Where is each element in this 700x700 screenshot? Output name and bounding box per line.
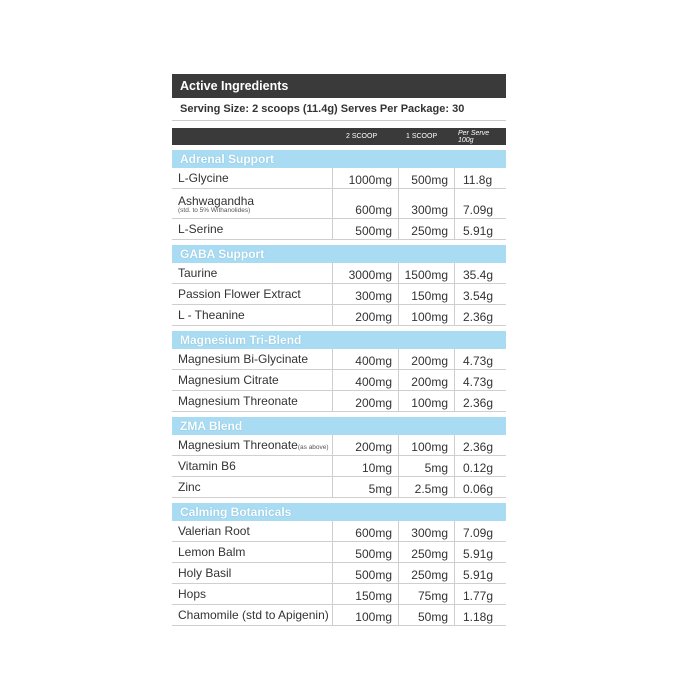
- ingredient-name-cell: [172, 521, 332, 541]
- amount-1-scoop: 300mg: [398, 521, 454, 541]
- ingredient-row: [172, 305, 506, 326]
- amount-2-scoop: 400mg: [332, 370, 398, 390]
- amount-2-scoop: 500mg: [332, 219, 398, 239]
- ingredient-row: [172, 477, 506, 498]
- section-header: ZMA Blend: [172, 417, 506, 435]
- amount-2-scoop: 600mg: [332, 521, 398, 541]
- amount-1-scoop: 100mg: [398, 391, 454, 411]
- ingredient-name: Zinc: [178, 480, 201, 494]
- amount-1-scoop: 500mg: [398, 168, 454, 188]
- amount-per-100g: 4.73g: [454, 370, 506, 390]
- amount-1-scoop: 200mg: [398, 370, 454, 390]
- ingredient-name: Magnesium Bi-Glycinate: [178, 352, 309, 366]
- ingredient-row: [172, 263, 506, 284]
- ingredient-name: Valerian Root: [178, 524, 250, 538]
- ingredient-name-cell: [172, 349, 332, 369]
- amount-per-100g: 1.18g: [454, 605, 506, 625]
- ingredient-name: Ashwagandha: [178, 193, 255, 208]
- ingredient-name: Magnesium Threonate: [178, 438, 298, 452]
- amount-2-scoop: 200mg: [332, 391, 398, 411]
- ingredient-row: [172, 168, 506, 189]
- ingredient-name-cell: [172, 168, 332, 188]
- amount-per-100g: 5.91g: [454, 563, 506, 583]
- column-header-2-scoop: 2 SCOOP: [346, 133, 378, 140]
- amount-1-scoop: 1500mg: [398, 263, 454, 283]
- ingredient-row: [172, 349, 506, 370]
- ingredient-name-cell: [172, 219, 332, 239]
- ingredient-name-cell: [172, 189, 332, 218]
- amount-1-scoop: 100mg: [398, 435, 454, 455]
- ingredient-name-cell: [172, 284, 332, 304]
- amount-per-100g: 1.77g: [454, 584, 506, 604]
- ingredient-name-cell: [172, 605, 332, 625]
- ingredient-note: (as above): [297, 444, 329, 451]
- ingredient-name: Hops: [178, 587, 207, 601]
- amount-2-scoop: 600mg: [332, 189, 398, 218]
- amount-1-scoop: 100mg: [398, 305, 454, 325]
- serving-info: Serving Size: 2 scoops (11.4g) Serves Per Package: 30: [172, 98, 506, 121]
- ingredient-row: [172, 521, 506, 542]
- amount-1-scoop: 200mg: [398, 349, 454, 369]
- amount-per-100g: 2.36g: [454, 435, 506, 455]
- ingredient-name-cell: [172, 563, 332, 583]
- ingredient-row: [172, 189, 506, 219]
- spacer: [172, 121, 506, 128]
- ingredient-row: [172, 391, 506, 412]
- ingredient-sections: [172, 150, 506, 626]
- ingredient-name: Lemon Balm: [178, 545, 246, 559]
- ingredient-name-wrap: [178, 438, 332, 452]
- column-header-1-scoop: 1 SCOOP: [406, 133, 438, 140]
- amount-per-100g: 5.91g: [454, 542, 506, 562]
- ingredient-row: [172, 605, 506, 626]
- ingredient-row: [172, 584, 506, 605]
- ingredient-name: L - Theanine: [178, 308, 245, 322]
- ingredient-name-cell: [172, 435, 332, 455]
- ingredient-row: [172, 542, 506, 563]
- ingredient-name-cell: [172, 305, 332, 325]
- amount-1-scoop: 300mg: [398, 189, 454, 218]
- amount-1-scoop: 150mg: [398, 284, 454, 304]
- ingredient-row: [172, 370, 506, 391]
- amount-2-scoop: 10mg: [332, 456, 398, 476]
- ingredient-row: [172, 219, 506, 240]
- ingredient-name: Chamomile (std to Apigenin): [178, 608, 329, 622]
- ingredient-name: Taurine: [178, 266, 218, 280]
- column-header-per-100g: Per Serve 100g: [458, 129, 490, 144]
- ingredient-name: L-Glycine: [178, 171, 229, 185]
- amount-per-100g: 0.12g: [454, 456, 506, 476]
- ingredient-row: [172, 563, 506, 584]
- amount-per-100g: 7.09g: [454, 521, 506, 541]
- amount-1-scoop: 5mg: [398, 456, 454, 476]
- section-header: Adrenal Support: [172, 150, 506, 168]
- amount-2-scoop: 100mg: [332, 605, 398, 625]
- column-header-row: [172, 128, 506, 145]
- ingredient-name: Magnesium Threonate: [178, 394, 298, 408]
- ingredient-name-cell: [172, 370, 332, 390]
- amount-per-100g: 3.54g: [454, 284, 506, 304]
- amount-1-scoop: 75mg: [398, 584, 454, 604]
- ingredient-name: Vitamin B6: [178, 459, 236, 473]
- amount-2-scoop: 200mg: [332, 305, 398, 325]
- ingredient-row: [172, 456, 506, 477]
- amount-1-scoop: 250mg: [398, 219, 454, 239]
- ingredient-name-cell: [172, 477, 332, 497]
- ingredient-subtext: (std. to 5% Withanolides): [178, 206, 251, 214]
- ingredient-name-cell: [172, 263, 332, 283]
- ingredient-row: [172, 284, 506, 305]
- ingredient-name: Magnesium Citrate: [178, 373, 279, 387]
- ingredient-name-cell: [172, 584, 332, 604]
- amount-per-100g: 11.8g: [454, 168, 506, 188]
- amount-per-100g: 5.91g: [454, 219, 506, 239]
- amount-per-100g: 35.4g: [454, 263, 506, 283]
- amount-1-scoop: 250mg: [398, 542, 454, 562]
- amount-per-100g: 0.06g: [454, 477, 506, 497]
- ingredient-name-cell: [172, 456, 332, 476]
- amount-per-100g: 7.09g: [454, 189, 506, 218]
- amount-1-scoop: 2.5mg: [398, 477, 454, 497]
- amount-per-100g: 2.36g: [454, 391, 506, 411]
- ingredient-name-cell: [172, 391, 332, 411]
- ingredient-name: L-Serine: [178, 222, 224, 236]
- ingredient-name-cell: [172, 542, 332, 562]
- amount-2-scoop: 400mg: [332, 349, 398, 369]
- amount-per-100g: 2.36g: [454, 305, 506, 325]
- ingredient-name: Holy Basil: [178, 566, 232, 580]
- amount-2-scoop: 500mg: [332, 542, 398, 562]
- amount-2-scoop: 200mg: [332, 435, 398, 455]
- panel-title: Active Ingredients: [172, 74, 506, 98]
- amount-2-scoop: 1000mg: [332, 168, 398, 188]
- amount-2-scoop: 3000mg: [332, 263, 398, 283]
- amount-2-scoop: 500mg: [332, 563, 398, 583]
- ingredients-panel: [172, 74, 506, 626]
- section-header: Magnesium Tri-Blend: [172, 331, 506, 349]
- ingredient-name: Passion Flower Extract: [178, 287, 301, 301]
- section-header: GABA Support: [172, 245, 506, 263]
- amount-per-100g: 4.73g: [454, 349, 506, 369]
- amount-1-scoop: 50mg: [398, 605, 454, 625]
- amount-2-scoop: 150mg: [332, 584, 398, 604]
- section-header: Calming Botanicals: [172, 503, 506, 521]
- ingredient-row: [172, 435, 506, 456]
- amount-1-scoop: 250mg: [398, 563, 454, 583]
- amount-2-scoop: 5mg: [332, 477, 398, 497]
- amount-2-scoop: 300mg: [332, 284, 398, 304]
